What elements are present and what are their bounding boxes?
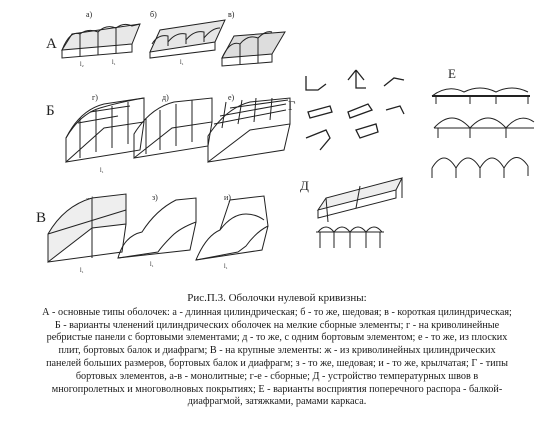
- sub-label-e: е): [228, 93, 235, 102]
- shell-d-one-edge-element: [134, 98, 212, 158]
- sub-label-v: в): [228, 10, 235, 19]
- caption-line: ребристые панели с бортовыми элементами; д - то же, с одним бортовым элементом; е - то же, из плоских: [46, 332, 508, 344]
- sub-label-d: д): [162, 93, 169, 102]
- sub-label-a: а): [86, 10, 93, 19]
- caption-line: многопролетных и многоволновых покрытиях; Е - варианты восприятия поперечного распора - балкой-: [51, 383, 503, 395]
- caption-line: диафрагмой, затяжками, рамами каркаса.: [187, 396, 367, 408]
- shell-a-long-cylindrical: [62, 24, 140, 68]
- dim-label-l2-a: l₂: [80, 62, 84, 68]
- sub-label-g: г): [92, 93, 98, 102]
- shell-e-flat-plates: [208, 98, 290, 162]
- edge-elements-grid: [306, 70, 404, 150]
- dim-label-l1-zh: l₁: [80, 268, 84, 274]
- shell-zh-large-panels: [48, 194, 126, 274]
- dim-label-l1-z: l₁: [150, 262, 154, 268]
- group-label-v: В: [36, 210, 47, 226]
- caption-line: плит, бортовых балок и диафрагм; В - на крупные элементы: ж - из криволинейных цилиндрических: [58, 345, 496, 357]
- caption-line: Б - варианты членений цилиндрических оболочек на мелкие сборные элементы; г - на криволинейные: [54, 319, 500, 331]
- caption-title: Рис.П.3. Оболочки нулевой кривизны:: [187, 292, 367, 304]
- dim-label-l1-a: l₁: [112, 60, 116, 66]
- dim-label-l1-b: l₁: [180, 60, 184, 66]
- sub-label-z: з): [152, 193, 158, 202]
- shell-i-winged: [196, 196, 268, 270]
- group-label-d: Д: [300, 178, 309, 193]
- sub-label-b: б): [150, 10, 157, 19]
- shell-g-curved-ribbed-panels: [66, 98, 144, 174]
- dim-label-l1-i: l₁: [224, 264, 228, 270]
- sub-label-i: и): [224, 193, 231, 202]
- figure-caption: [4, 292, 550, 428]
- group-label-a: А: [46, 36, 57, 52]
- shell-b-sawtooth: [150, 20, 225, 66]
- shell-z-sawtooth-large: [118, 198, 196, 268]
- caption-line: А - основные типы оболочек: а - длинная цилиндрическая; б - то же, шедовая; в - короткая цилиндрическая;: [42, 306, 512, 318]
- caption-line: панелей больших размеров, бортовых балок и диафрагм; з - то же, шедовая; и - то же, крылчатая; Г - типы: [46, 357, 508, 369]
- group-label-b: Б: [46, 103, 55, 119]
- temperature-joints: [316, 178, 402, 248]
- shell-v-short-cylindrical: [222, 32, 285, 66]
- caption-line: бортовых элементов, а-в - монолитные; г-е - сборные; Д - устройство температурных швов в: [75, 370, 479, 382]
- thrust-variants: [432, 88, 534, 178]
- dim-label-l1-g: l₁: [100, 168, 104, 174]
- group-label-g: Г: [288, 98, 296, 113]
- group-label-e: Е: [448, 66, 456, 81]
